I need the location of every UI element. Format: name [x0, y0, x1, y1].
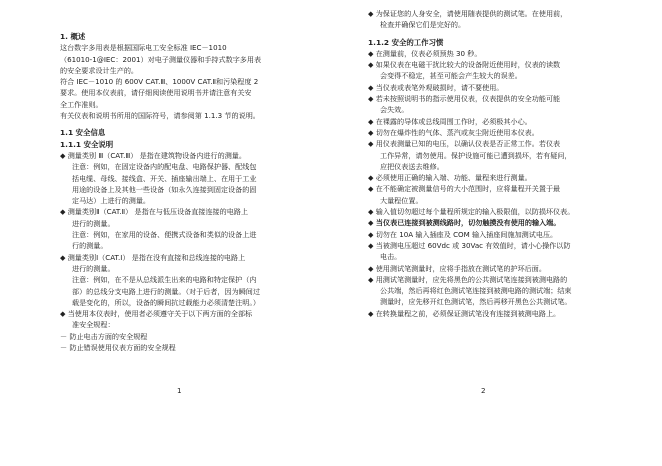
text-line: 进行的测量。 [72, 218, 115, 228]
text-line: 有关仪表和说明书所用的国际符号，请参阅第 1.1.3 节的说明。 [60, 111, 260, 121]
text-line: ◆ 在裸露的导体或总线周围工作时，必须极其小心。 [368, 116, 532, 126]
text-line: 用途的设备上及其他一些设备（如永久连接到固定设备的固 [72, 184, 257, 194]
overview-text [60, 42, 298, 121]
page-number: 1 [177, 386, 182, 395]
text-line: 定马达）上进行的测量。 [72, 196, 151, 206]
text-line: 会变得不稳定，甚至可能会产生较大的误差。 [380, 71, 522, 81]
text-line: 工作异常，请勿使用。保护设施可能已遭到损坏，若有疑问， [380, 150, 572, 160]
text-line: 符合 IEC－1010 的 600V CAT.Ⅲ、1000V CAT.Ⅱ和污染程度 2 [60, 77, 259, 87]
overview-heading: 1. 概述 [60, 32, 86, 41]
text-line: ◆ 用测试笔测量时，应先将黑色的公共测试笔连接到被测电路的 [368, 274, 568, 284]
text-line: 应把仪表送去维修。 [380, 161, 444, 171]
text-line: ◆ 如果仪表在电磁干扰比较大的设备附近使用时，仪表的读数 [368, 60, 561, 70]
text-line: 会失效。 [380, 105, 409, 115]
text-line: ◆ 用仪表测量已知的电压，以确认仪表是否正常工作。若仪表 [368, 139, 561, 149]
text-line: － 防止错误使用仪表方面的安全规程 [60, 343, 176, 353]
right-page [368, 8, 616, 466]
rules-heading: 1.1.2 安全的工作习惯 [368, 37, 444, 47]
text-line: ◆ 使用测试笔测量时，应将手指放在测试笔的护环后面。 [368, 263, 546, 273]
text-line: 载是变化的，所以，设备的瞬间抗过载能力必须清楚注明。） [72, 297, 260, 307]
text-line: 检查并确保它们是完好的。 [380, 20, 466, 30]
text-line: ◆ 当使用本仪表时，使用者必须遵守关于以下两方面的全部标 [60, 309, 253, 319]
text-line: ◆ 当仪表或表笔外观破损时，请不要使用。 [368, 82, 504, 92]
text-line: 注意：例如，在家用的设备、便携式设备和类似的设备上进 [72, 230, 257, 240]
text-line: 行的测量。 [72, 241, 108, 251]
text-line: ◆ 在不能确定被测量信号的大小范围时，应将量程开关置于最 [368, 184, 561, 194]
text-line: 公共端，然后再将红色测试笔连接到被测电路的测试端；结束 [380, 286, 572, 296]
page-number: 2 [481, 386, 486, 395]
text-line: ◆ 若未按照说明书的指示使用仪表，仪表提供的安全功能可能 [368, 94, 561, 104]
text-line: 要求。使用本仪表前，请仔细阅读使用说明书并请注意有关安 [60, 88, 252, 98]
safety-heading: 1.1 安全信息 [60, 128, 106, 138]
text-line: 进行的测量。 [72, 263, 115, 273]
text-line: 的安全要求设计生产的。 [60, 65, 139, 75]
text-line: ◆ 为保证您的人身安全，请使用随表提供的测试笔。在使用前， [368, 9, 568, 18]
text-line: ◆ 必须使用正确的输入端、功能、量程来进行测量。 [368, 173, 532, 183]
text-line: 电击。 [380, 252, 402, 262]
left-page [60, 31, 298, 466]
text-line: ◆ 测量类别Ⅱ（CAT.Ⅱ） 是指在与低压设备直接连接的电路上 [60, 207, 249, 217]
text-line: 测量时，应先移开红色测试笔，然后再移开黑色公共测试笔。 [380, 297, 572, 307]
text-line: ◆ 当被测电压超过 60Vdc 或 30Vac 有效值时，请小心操作以防 [368, 240, 571, 250]
rules-text [368, 48, 616, 319]
text-line: ◆ 切勿在 10A 输入插座及 COM 输入插座间施加测试电压。 [368, 229, 558, 239]
text-line: 大量程位置。 [380, 195, 423, 205]
warning-line: ◆ 当仪表已连接到被测线路时，切勿触摸没有使用的输入端。 [368, 218, 561, 228]
text-line: ◆ 输入值切勿超过每个量程所规定的输入极限值，以防损坏仪表。 [368, 207, 575, 217]
text-line: 注意：例如，在固定设备内的配电盘、电路保护器、配线包 [72, 162, 257, 172]
text-line: ◆ 测量类别Ⅰ（CAT.Ⅰ） 是指在没有直接和总线连接的电路上 [60, 252, 246, 262]
text-line: 注意：例如，在不是从总线派生出来的电路和特定保护（内 [72, 275, 257, 285]
text-line: ◆ 测量类别 Ⅲ（CAT.Ⅲ） 是指在建筑物设备内进行的测量。 [60, 150, 246, 160]
safety-sub-heading: 1.1.1 安全说明 [60, 139, 114, 149]
text-line: ◆ 在测量前，仪表必须预热 30 秒。 [368, 48, 482, 58]
text-line: ◆ 在转换量程之前，必须保证测试笔没有连接到被测电路上。 [368, 308, 561, 318]
text-line: 准安全规程： [72, 320, 115, 330]
intro-text [368, 8, 616, 31]
text-line: ◆ 切勿在爆炸性的气体、蒸汽或灰尘附近使用本仪表。 [368, 127, 539, 137]
safety-text [60, 150, 298, 353]
text-line: － 防止电击方面的安全规程 [60, 331, 148, 341]
text-line: （61010-1@IEC：2001）对电子测量仪器和手持式数字多用表 [60, 54, 262, 64]
text-line: 全工作准则。 [60, 99, 103, 109]
text-line: 括电缆、母线、接线盒、开关、插座输出端上、在用于工业 [72, 173, 257, 183]
text-line: 部）的总线分支电路上进行的测量。（对于后者，因为瞬间过 [72, 286, 260, 296]
text-line: 这台数字多用表是根据国际电工安全标准 IEC－1010 [60, 43, 227, 53]
